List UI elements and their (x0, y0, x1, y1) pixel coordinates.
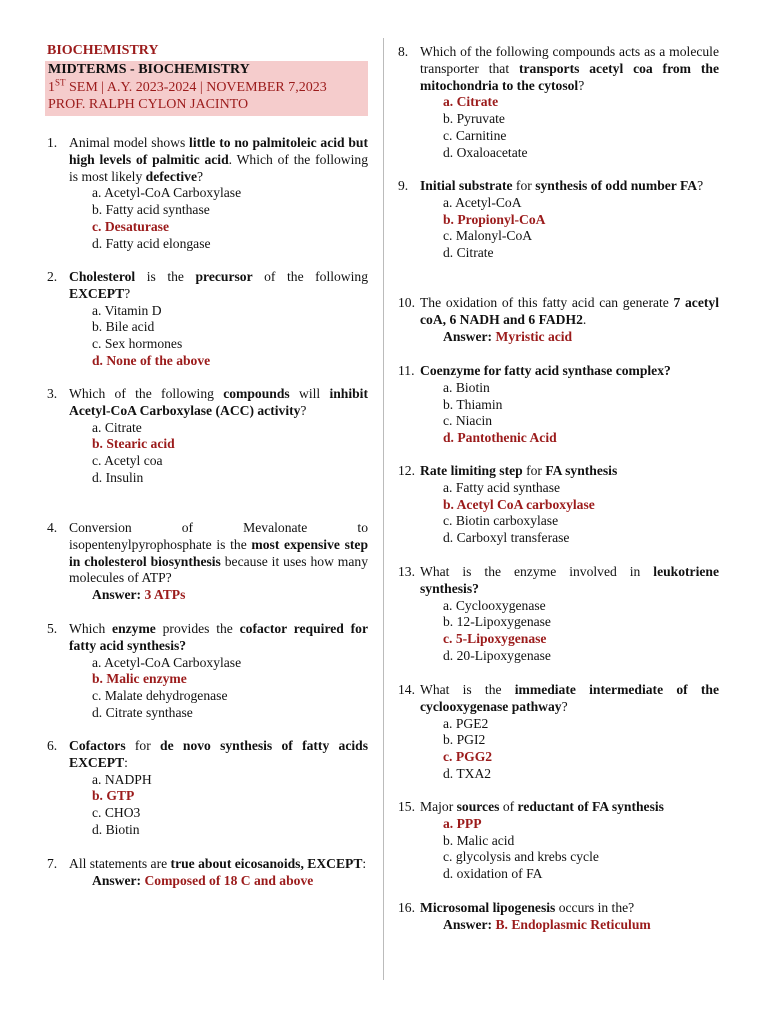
question-text-bold: defective (145, 168, 197, 184)
correct-option: b. Stearic acid (92, 436, 175, 452)
question-text-part: for (512, 178, 536, 193)
answer-option: a. Acetyl-CoA Carboxylase (92, 185, 242, 201)
answer-option: a. Citrate (92, 419, 142, 435)
question-2 (47, 269, 368, 370)
question-text-part: Animal model shows (69, 135, 190, 150)
question-text-part: . Which of the following is most likely (69, 151, 368, 184)
question-9 (398, 178, 719, 262)
question-text-bold: little to no palmitoleic acid but high levels of palmitic acid (69, 135, 368, 167)
question-number: 3. (47, 386, 58, 401)
question-text-bold: sources (456, 799, 500, 814)
question-text-bold: Cholesterol (69, 269, 136, 284)
question-text-part: All statements are (69, 856, 171, 871)
question-text (69, 520, 368, 587)
question-text (420, 178, 719, 195)
answer-option: a. PGE2 (443, 715, 489, 731)
answer-option: c. Malate dehydrogenase (92, 688, 228, 704)
question-text-bold: transports acetyl coa from the mitochondria to the cytosol (420, 60, 719, 93)
answer-option: d. Fatty acid elongase (92, 235, 211, 251)
answer-line (443, 329, 719, 346)
question-text-part: provides the (155, 621, 240, 636)
answer-option: d. 20-Lipoxygenase (443, 647, 551, 663)
answer-label: Answer: (92, 587, 145, 603)
question-text-part: ? (697, 178, 704, 193)
question-text-bold: enzyme (112, 621, 156, 636)
correct-option: b. Malic enzyme (92, 671, 187, 687)
question-12 (398, 463, 719, 547)
correct-option: b. Propionyl-CoA (443, 211, 546, 227)
question-text-bold: cofactor required for fatty acid synthesis? (69, 621, 368, 653)
question-text (420, 799, 719, 816)
question-text-part: because it uses how many molecules of ATP? (69, 553, 368, 586)
question-6 (47, 738, 368, 839)
correct-option: b. Acetyl CoA carboxylase (443, 496, 595, 512)
question-number: 16. (398, 900, 415, 915)
question-text-bold: true about eicosanoids, EXCEPT (170, 856, 363, 871)
answer-option: a. Acetyl-CoA Carboxylase (92, 654, 242, 670)
answer-option: a. Fatty acid synthase (443, 479, 561, 495)
answer-option: b. 12-Lipoxygenase (443, 614, 551, 630)
answer-option: a. Cyclooxygenase (443, 597, 546, 613)
answer-option: b. Thiamin (443, 396, 503, 412)
answer-option: d. Oxaloacetate (443, 144, 528, 160)
question-text-part: Major (420, 799, 457, 814)
question-text-bold: synthesis of odd number FA (535, 178, 698, 193)
question-number: 11. (398, 363, 415, 378)
question-text-bold: reductant of FA synthesis (517, 799, 664, 814)
question-text-part: Conversion of Mevalonate to isopentenylpyrophosphate is the (69, 520, 368, 552)
question-3 (47, 386, 368, 487)
question-text-part: . (582, 311, 587, 327)
correct-option: d. Pantothenic Acid (443, 430, 557, 446)
question-number: 13. (398, 564, 415, 579)
question-text-part: : (362, 856, 367, 871)
answer-option: a. Acetyl-CoA (443, 194, 522, 210)
answer-option: a. Vitamin D (92, 302, 162, 318)
question-text (420, 295, 719, 329)
answer-option: c. Sex hormones (92, 336, 183, 352)
question-7 (47, 856, 368, 890)
question-text (69, 135, 368, 185)
question-number: 12. (398, 463, 415, 478)
answer-option: a. Biotin (443, 379, 490, 395)
answer-option: d. Insulin (92, 469, 144, 485)
answer-option: b. Bile acid (92, 319, 155, 335)
answer-option: c. Malonyl-CoA (443, 228, 533, 244)
correct-option: a. PPP (443, 815, 482, 831)
question-text-part: for (125, 738, 161, 753)
answer-option: d. Carboxyl transferase (443, 530, 570, 546)
question-text-part: ? (300, 402, 307, 418)
question-8 (398, 44, 719, 162)
question-text-bold: inhibit Acetyl-CoA Carboxylase (ACC) activity (69, 386, 368, 418)
answer-label: Answer: (443, 916, 496, 932)
question-text-part: : (124, 754, 128, 770)
answer-option: d. Citrate synthase (92, 704, 193, 720)
question-text-bold: most expensive step in cholesterol biosynthesis (69, 536, 369, 569)
answer-option: b. PGI2 (443, 732, 486, 748)
question-text (69, 269, 368, 303)
question-text-part: The oxidation of this fatty acid can generate (420, 295, 674, 310)
question-number: 2. (47, 269, 58, 284)
question-text (420, 564, 719, 598)
question-text-part: is the (135, 269, 196, 284)
column-divider (383, 38, 384, 980)
question-text-bold: compounds (223, 386, 290, 401)
question-text-part: ? (124, 285, 131, 301)
correct-option: c. PGG2 (443, 749, 493, 765)
question-text-bold: FA synthesis (545, 463, 618, 478)
question-text (69, 621, 368, 655)
question-number: 10. (398, 295, 415, 310)
answer-option: c. Acetyl coa (92, 453, 163, 469)
question-text-part: What is the (420, 682, 515, 697)
question-text (420, 900, 719, 917)
question-number: 4. (47, 520, 58, 535)
question-text-part: ? (561, 698, 568, 714)
question-text (420, 44, 719, 94)
question-text (69, 856, 368, 873)
answer-option: c. CHO3 (92, 805, 141, 821)
question-number: 5. (47, 621, 58, 636)
answer-line (443, 917, 719, 934)
exam-term: 1ST SEM | A.Y. 2023-2024 | NOVEMBER 7,2023 (48, 76, 327, 95)
answer-option: d. TXA2 (443, 765, 492, 781)
question-1 (47, 135, 368, 253)
question-text-bold: Coenzyme for fatty acid synthase complex? (420, 363, 671, 378)
question-text-bold: de novo synthesis of fatty acids EXCEPT (69, 738, 368, 770)
exam-header (45, 61, 368, 116)
answer-option: c. glycolysis and krebs cycle (443, 849, 599, 865)
question-13 (398, 564, 719, 665)
answer-option: c. Biotin carboxylase (443, 513, 559, 529)
question-number: 8. (398, 44, 409, 59)
question-4 (47, 520, 368, 604)
correct-option: b. GTP (92, 788, 135, 804)
question-text (420, 463, 719, 480)
answer-value: Myristic acid (495, 328, 573, 344)
correct-option: d. None of the above (92, 352, 211, 368)
question-number: 1. (47, 135, 58, 150)
question-text-part: for (522, 463, 546, 478)
answer-label: Answer: (92, 872, 145, 888)
question-text (420, 682, 719, 716)
answer-option: c. Carnitine (443, 127, 507, 143)
answer-value: 3 ATPs (144, 587, 186, 603)
question-text-part: of the following (252, 269, 368, 284)
question-text-part: of (499, 799, 518, 814)
question-text-bold: immediate intermediate of the cyclooxygenase pathway (420, 682, 719, 714)
answer-option: d. Citrate (443, 245, 494, 261)
question-text-bold: Rate limiting step (420, 463, 523, 478)
correct-option: c. 5-Lipoxygenase (443, 631, 547, 647)
answer-option: d. oxidation of FA (443, 866, 543, 882)
question-text (69, 386, 368, 420)
question-number: 14. (398, 682, 415, 697)
answer-option: b. Pyruvate (443, 111, 505, 127)
exam-professor: PROF. RALPH CYLON JACINTO (48, 97, 249, 112)
answer-option: b. Malic acid (443, 832, 515, 848)
answer-option: d. Biotin (92, 821, 140, 837)
correct-option: c. Desaturase (92, 218, 170, 234)
answer-option: b. Fatty acid synthase (92, 202, 210, 218)
question-number: 15. (398, 799, 415, 814)
question-text-bold: leukotriene synthesis? (420, 564, 719, 596)
question-number: 9. (398, 178, 409, 193)
question-text-part: ? (578, 77, 585, 93)
question-text-bold: Microsomal lipogenesis (420, 900, 556, 915)
answer-line (92, 587, 368, 604)
question-5 (47, 621, 368, 722)
question-text-bold: Cofactors (69, 738, 126, 753)
document-title: BIOCHEMISTRY (47, 43, 159, 58)
question-15 (398, 799, 719, 883)
question-14 (398, 682, 719, 783)
question-text (69, 738, 368, 772)
answer-option: c. Niacin (443, 413, 493, 429)
question-text-part: What is the enzyme involved in (420, 564, 654, 579)
answer-value: B. Endoplasmic Reticulum (495, 916, 651, 932)
answer-option: a. NADPH (92, 771, 152, 787)
question-text-part: Which of the following (69, 386, 224, 401)
answer-value: Composed of 18 C and above (144, 872, 314, 888)
question-number: 6. (47, 738, 58, 753)
exam-name: MIDTERMS - BIOCHEMISTRY (48, 62, 250, 77)
question-text-bold: Initial substrate (420, 178, 513, 193)
question-text-bold: EXCEPT (69, 285, 125, 301)
question-11 (398, 363, 719, 447)
question-number: 7. (47, 856, 58, 871)
question-text-part: Which of the following compounds acts as a molecule transporter that (420, 44, 719, 76)
question-10 (398, 295, 719, 345)
question-text-part: occurs in the? (555, 900, 635, 915)
question-text-bold: 7 acetyl coA, 6 NADH and 6 FADH2 (420, 295, 719, 327)
question-16 (398, 900, 719, 934)
answer-line (92, 873, 368, 890)
answer-label: Answer: (443, 328, 496, 344)
correct-option: a. Citrate (443, 94, 499, 110)
question-text-bold: precursor (195, 269, 253, 284)
question-text-part: ? (197, 168, 204, 184)
question-text-part: Which (69, 621, 113, 636)
question-text (420, 363, 719, 380)
question-text-part: will (289, 386, 330, 401)
